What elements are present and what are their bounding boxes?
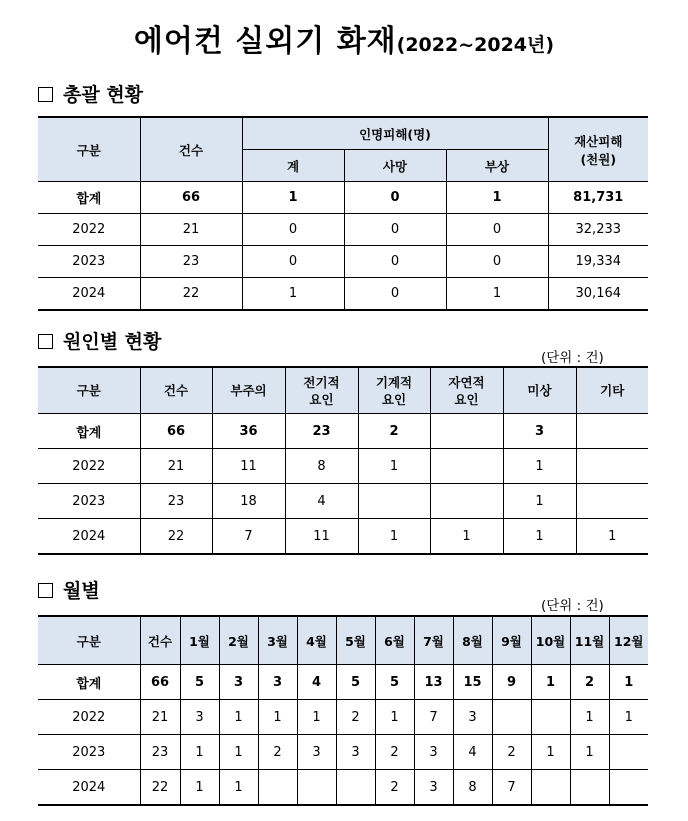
monthly-cell: 1 [375,700,414,735]
monthly-cell [570,770,609,806]
table-row [38,414,648,449]
monthly-cell: 2 [336,700,375,735]
monthly-header-6: 5월 [336,616,375,665]
summary-cell: 0 [344,246,446,278]
table-row [38,246,648,278]
cause-cell [430,484,503,519]
cause-cell: 8 [285,449,358,484]
cause-cell [576,449,648,484]
cause-header-1: 건수 [140,367,212,414]
summary-cell: 0 [446,214,548,246]
monthly-cell [609,735,648,770]
monthly-header-1: 건수 [140,616,180,665]
monthly-cell: 3 [336,735,375,770]
summary-cell: 32,233 [548,214,648,246]
monthly-header-9: 8월 [453,616,492,665]
monthly-header-4: 3월 [258,616,297,665]
monthly-cell: 8 [453,770,492,806]
monthly-cell: 1 [219,735,258,770]
cause-cell: 2023 [38,484,140,519]
monthly-cell: 2024 [38,770,140,806]
monthly-cell: 2023 [38,735,140,770]
monthly-cell: 1 [570,735,609,770]
cause-unit-label: (단위 : 건) [541,350,604,366]
cause-cell: 23 [285,414,358,449]
cause-cell: 36 [212,414,285,449]
monthly-header-5: 4월 [297,616,336,665]
monthly-cell: 3 [414,770,453,806]
summary-cell: 0 [344,182,446,214]
cause-header-0: 구분 [38,367,140,414]
monthly-cell: 1 [570,700,609,735]
cause-cell: 7 [212,519,285,555]
monthly-cell: 3 [219,665,258,700]
summary-cell: 1 [242,182,344,214]
section-cause-heading: 원인별 현황 [38,327,161,354]
monthly-cell: 3 [297,735,336,770]
monthly-cell: 3 [414,735,453,770]
cause-cell: 22 [140,519,212,555]
table-row [38,484,648,519]
summary-cell: 0 [242,214,344,246]
monthly-cell: 2 [570,665,609,700]
summary-cell: 2024 [38,278,140,311]
monthly-cell: 1 [180,770,219,806]
checkbox-square-icon [38,87,53,102]
summary-cell: 23 [140,246,242,278]
monthly-cell: 3 [453,700,492,735]
cause-cell: 18 [212,484,285,519]
cause-cell [358,484,430,519]
monthly-cell: 23 [140,735,180,770]
monthly-cell [492,700,531,735]
section-monthly-heading: 월별 [38,576,100,603]
cause-cell: 1 [503,449,576,484]
monthly-cell: 1 [180,735,219,770]
table-row [38,700,648,735]
monthly-cell: 2 [375,735,414,770]
table-row [38,735,648,770]
page-title [0,16,688,60]
header-category: 구분 [38,117,140,182]
monthly-cell [609,770,648,806]
cause-cell: 합계 [38,414,140,449]
monthly-table [38,615,648,806]
monthly-cell: 13 [414,665,453,700]
monthly-cell: 7 [414,700,453,735]
cause-header-2: 부주의 [212,367,285,414]
cause-cell: 2022 [38,449,140,484]
monthly-header-12: 11월 [570,616,609,665]
monthly-cell: 21 [140,700,180,735]
monthly-cell: 5 [336,665,375,700]
header-count: 건수 [140,117,242,182]
cause-cell [576,484,648,519]
monthly-cell [336,770,375,806]
monthly-cell: 1 [531,665,570,700]
monthly-cell: 7 [492,770,531,806]
summary-cell: 1 [446,278,548,311]
monthly-cell: 2 [375,770,414,806]
cause-cell: 21 [140,449,212,484]
cause-cell: 11 [212,449,285,484]
header-deaths: 사망 [344,150,446,182]
checkbox-square-icon [38,583,53,598]
monthly-cell [258,770,297,806]
summary-cell: 0 [344,278,446,311]
monthly-cell: 4 [453,735,492,770]
cause-cell: 1 [503,484,576,519]
checkbox-square-icon [38,334,53,349]
monthly-header-13: 12월 [609,616,648,665]
cause-header-7: 기타 [576,367,648,414]
title-period: (2022~2024년) [396,34,555,56]
summary-cell: 0 [446,246,548,278]
monthly-header-10: 9월 [492,616,531,665]
summary-cell: 2023 [38,246,140,278]
monthly-cell: 3 [180,700,219,735]
monthly-header-2: 1월 [180,616,219,665]
monthly-cell: 3 [258,665,297,700]
monthly-cell: 4 [297,665,336,700]
header-injuries: 부상 [446,150,548,182]
table-row [38,770,648,806]
monthly-cell: 1 [297,700,336,735]
summary-cell: 22 [140,278,242,311]
summary-cell: 1 [242,278,344,311]
cause-header-4: 기계적 요인 [358,367,430,414]
table-row [38,182,648,214]
cause-cell: 11 [285,519,358,555]
cause-cell: 3 [503,414,576,449]
summary-table [38,116,648,311]
monthly-cell: 1 [219,700,258,735]
monthly-cell: 66 [140,665,180,700]
section-summary-heading: 총괄 현황 [38,80,143,107]
cause-cell: 2 [358,414,430,449]
summary-cell: 합계 [38,182,140,214]
header-casualties: 인명피해(명) [242,117,548,150]
cause-cell [576,414,648,449]
table-row [38,519,648,555]
header-damage: 재산피해 (천원) [548,117,648,182]
monthly-cell: 1 [531,735,570,770]
monthly-header-3: 2월 [219,616,258,665]
monthly-cell: 2 [258,735,297,770]
table-row [38,278,648,311]
table-row [38,214,648,246]
summary-cell: 30,164 [548,278,648,311]
monthly-cell: 15 [453,665,492,700]
header-total: 계 [242,150,344,182]
monthly-cell: 1 [258,700,297,735]
monthly-cell: 1 [609,700,648,735]
monthly-cell: 1 [219,770,258,806]
cause-cell: 4 [285,484,358,519]
table-row [38,449,648,484]
cause-cell: 2024 [38,519,140,555]
monthly-header-7: 6월 [375,616,414,665]
cause-cell: 1 [430,519,503,555]
monthly-cell: 5 [375,665,414,700]
summary-cell: 66 [140,182,242,214]
cause-cell: 1 [576,519,648,555]
cause-cell: 1 [358,449,430,484]
monthly-cell [531,770,570,806]
cause-header-6: 미상 [503,367,576,414]
cause-cell: 23 [140,484,212,519]
monthly-cell: 1 [609,665,648,700]
monthly-cell [297,770,336,806]
cause-cell [430,414,503,449]
cause-table [38,366,648,555]
summary-cell: 1 [446,182,548,214]
table-row [38,665,648,700]
monthly-cell: 합계 [38,665,140,700]
monthly-header-0: 구분 [38,616,140,665]
summary-cell: 81,731 [548,182,648,214]
monthly-cell: 2022 [38,700,140,735]
cause-cell: 1 [503,519,576,555]
monthly-cell: 22 [140,770,180,806]
monthly-header-11: 10월 [531,616,570,665]
monthly-cell [531,700,570,735]
cause-cell [430,449,503,484]
summary-cell: 0 [242,246,344,278]
summary-cell: 21 [140,214,242,246]
monthly-cell: 5 [180,665,219,700]
monthly-header-8: 7월 [414,616,453,665]
cause-header-5: 자연적 요인 [430,367,503,414]
monthly-cell: 9 [492,665,531,700]
cause-cell: 66 [140,414,212,449]
monthly-cell: 2 [492,735,531,770]
cause-header-3: 전기적 요인 [285,367,358,414]
title-main: 에어컨 실외기 화재 [133,24,397,59]
summary-cell: 19,334 [548,246,648,278]
monthly-unit-label: (단위 : 건) [541,598,604,614]
cause-cell: 1 [358,519,430,555]
summary-cell: 0 [344,214,446,246]
summary-cell: 2022 [38,214,140,246]
